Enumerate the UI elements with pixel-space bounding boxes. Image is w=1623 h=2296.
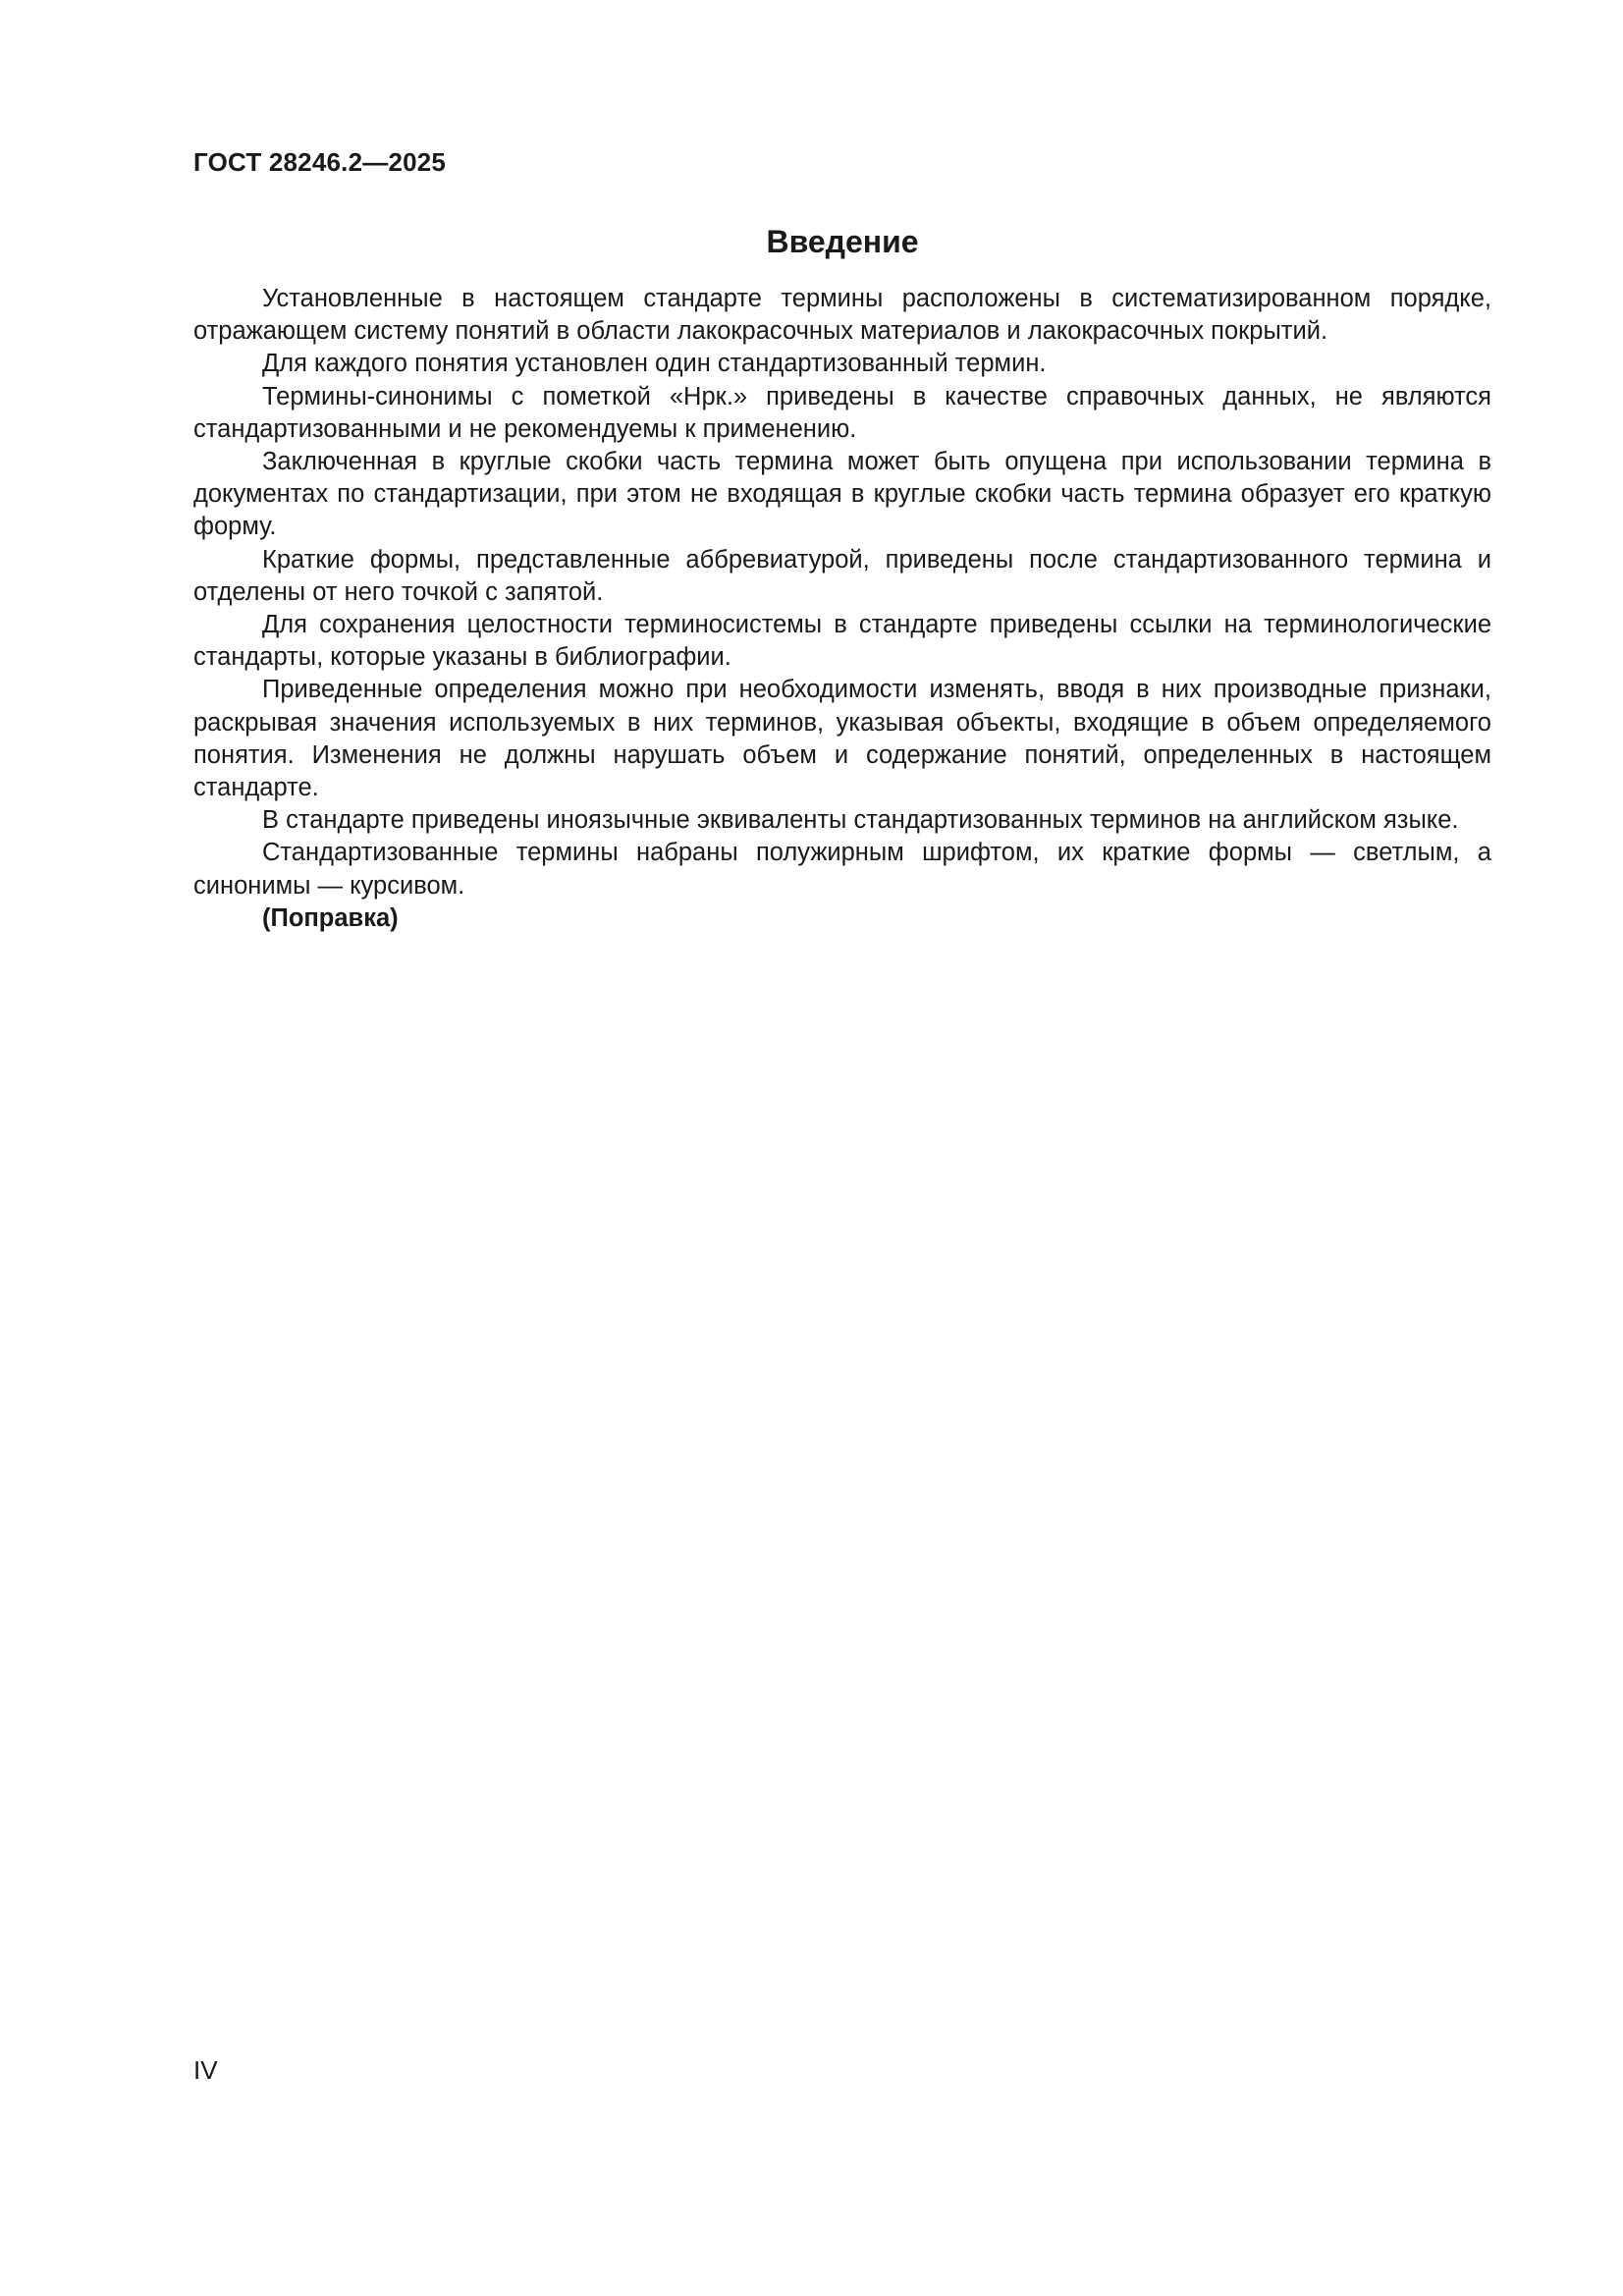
paragraph: Приведенные определения можно при необходимости изменять, вводя в них производные признаки, раскрывая значения используемых в них терминов, указывая объекты, входящие в объем определяемого понятия. Изменения не должны нарушать объем и содержание понятий, определенных в настоящем стандарте. [193,676,1491,802]
page-number: IV [193,2055,218,2085]
paragraph: Для каждого понятия установлен один стандартизованный термин. [262,350,1047,378]
paragraph: Заключенная в круглые скобки часть термина может быть опущена при использовании термина в документах по стандартизации, при этом не входящая в круглые скобки часть термина образует его краткую форму. [193,448,1491,541]
document-code: ГОСТ 28246.2—2025 [193,147,447,177]
paragraph: Термины-синонимы с пометкой «Нрк.» приведены в качестве справочных данных, не являются стандартизованными и не рекомендуемы к применению. [193,382,1491,443]
introduction-body [193,283,1491,935]
paragraph: В стандарте приведены иноязычные эквиваленты стандартизованных терминов на английском языке. [262,806,1459,835]
amendment-label: (Поправка) [262,903,399,932]
paragraph: Стандартизованные термины набраны полужирным шрифтом, их краткие формы — светлым, а синонимы — курсивом. [193,839,1491,900]
paragraph: Краткие формы, представленные аббревиатурой, приведены после стандартизованного термина и отделены от него точкой с запятой. [193,545,1491,606]
paragraph: Установленные в настоящем стандарте термины расположены в систематизированном порядке, отражающем систему понятий в области лакокрасочных материалов и лакокрасочных покрытий. [193,285,1491,346]
paragraph: Для сохранения целостности терминосистемы в стандарте приведены ссылки на терминологические стандарты, которые указаны в библиографии. [193,611,1491,672]
section-title: Введение [766,224,919,259]
